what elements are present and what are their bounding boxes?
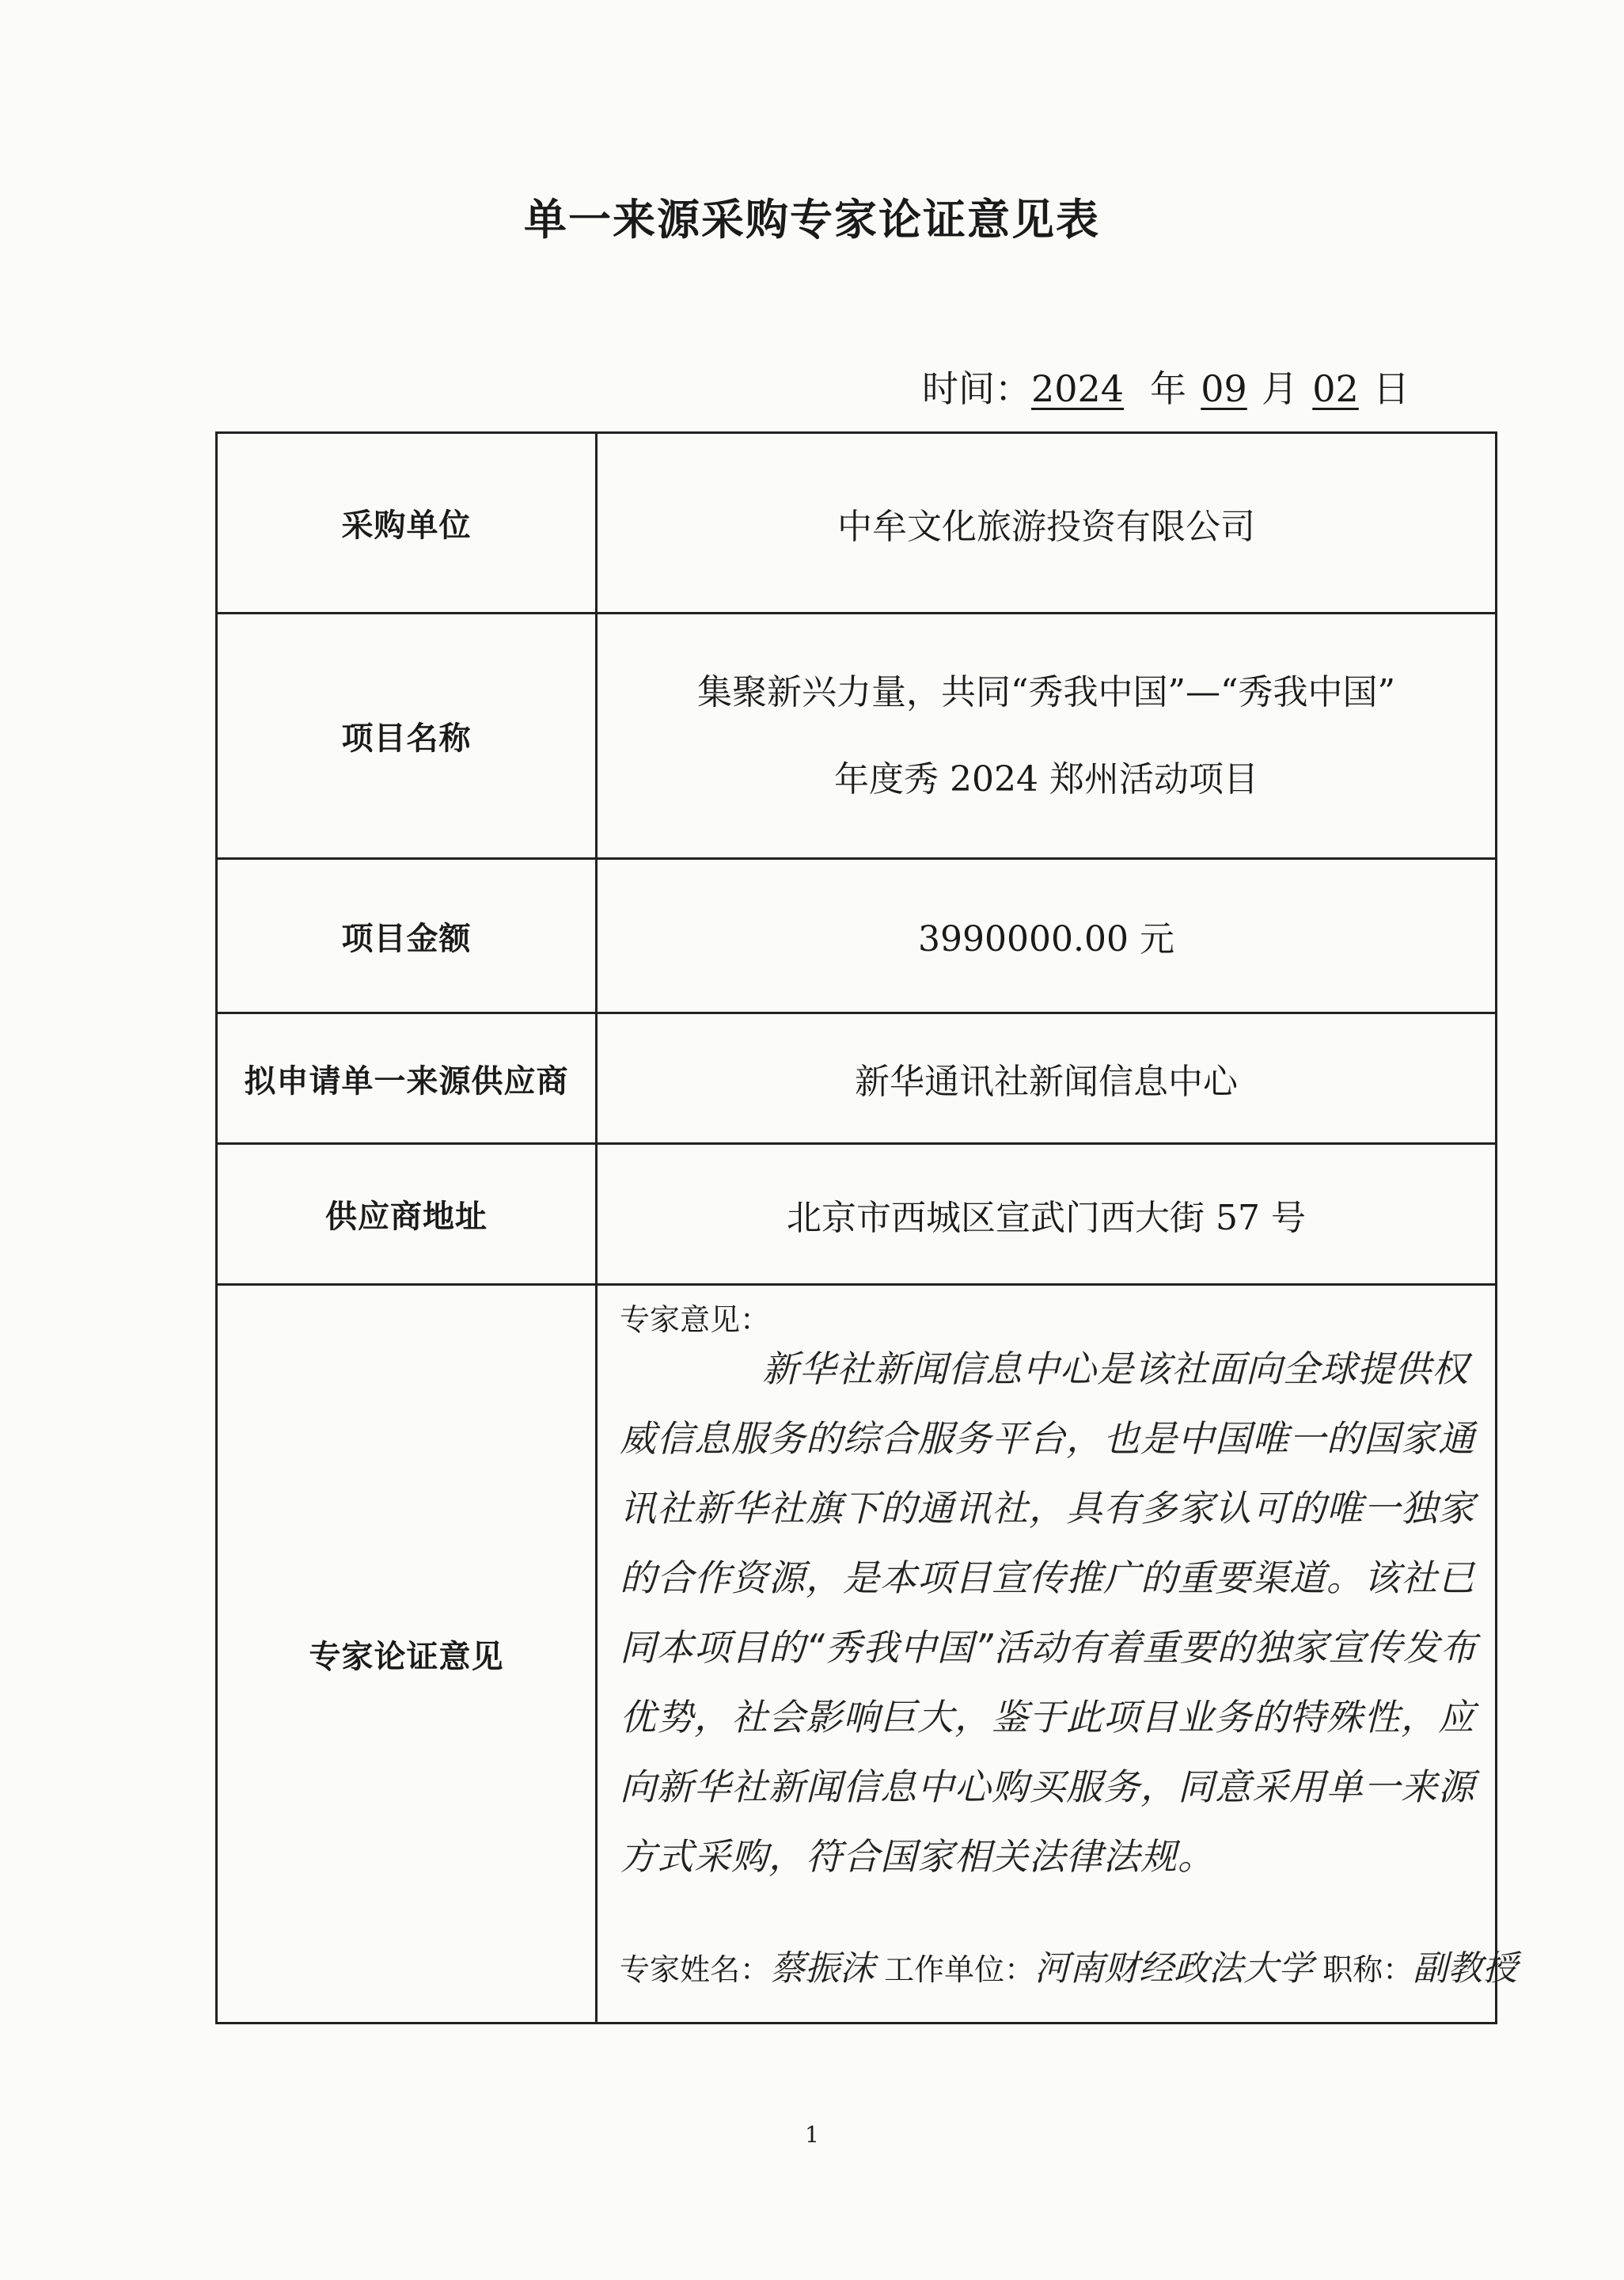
page-number: 1: [805, 2122, 819, 2148]
date-month: 09: [1201, 367, 1247, 410]
date-prefix: 时间：: [922, 367, 1031, 410]
expert-info-line: [620, 1940, 1517, 1990]
page-title: 单一来源采购专家论证意见表: [524, 194, 1100, 245]
date-year: 2024: [1031, 367, 1125, 410]
date-line: [922, 360, 1410, 412]
date-day: 02: [1312, 367, 1359, 410]
row-supplier-address: [218, 1145, 1495, 1286]
work-unit-label: 工作单位：: [884, 1952, 1035, 1987]
date-day-unit: 日: [1373, 367, 1410, 410]
row-expert-opinion: [218, 1286, 1518, 2022]
purchaser-label: 采购单位: [218, 434, 598, 612]
project-name-line1: 集聚新兴力量，共同“秀我中国”—“秀我中国”: [697, 671, 1395, 712]
row-purchaser: [218, 434, 1495, 614]
expert-name-signature: 蔡振沫: [770, 1948, 875, 1989]
row-amount: [218, 860, 1495, 1014]
supplier-label: 拟申请单一来源供应商: [218, 1014, 598, 1142]
supplier-address-label: 供应商地址: [218, 1145, 598, 1283]
row-supplier: [218, 1014, 1495, 1145]
supplier-address-value: 北京市西城区宣武门西大街 57 号: [787, 1197, 1306, 1238]
date-month-unit: 月: [1262, 367, 1298, 410]
title-label: 职称：: [1322, 1952, 1413, 1987]
opinion-cell: [598, 1286, 1518, 2022]
opinion-handwritten-text: 新华社新闻信息中心是该社面向全球提供权威信息服务的综合服务平台，也是中国唯一的国家通讯社新华社旗下的通讯社，具有多家认可的唯一独家的合作资源，是本项目宣传推广的重要渠道。该社已同本项目的“秀我中国”活动有着重要的独家宣传发布优势，社会影响巨大，鉴于此项目业务的特殊性，应向新华社新闻信息中心购买服务，同意采用单一来源方式采购，符合国家相关法律法规。: [620, 1347, 1478, 1878]
opinion-label: 专家论证意见: [218, 1286, 598, 2022]
work-unit-value: 河南财经政法大学: [1034, 1948, 1314, 1989]
opinion-heading: 专家意见：: [620, 1302, 771, 1337]
project-name-label: 项目名称: [218, 614, 598, 857]
title-value: 副教授: [1413, 1948, 1518, 1989]
amount-value: 3990000.00 元: [918, 919, 1174, 960]
purchaser-value: 中牟文化旅游投资有限公司: [837, 506, 1255, 547]
row-project-name: [218, 614, 1495, 860]
date-year-unit: 年: [1150, 367, 1186, 410]
project-name-line2: 年度秀 2024 郑州活动项目: [834, 758, 1258, 800]
amount-label: 项目金额: [218, 860, 598, 1012]
expert-name-label: 专家姓名：: [620, 1952, 771, 1987]
form-table: [215, 431, 1518, 2024]
supplier-value: 新华通讯社新闻信息中心: [855, 1062, 1238, 1102]
project-name-value: [598, 614, 1495, 857]
